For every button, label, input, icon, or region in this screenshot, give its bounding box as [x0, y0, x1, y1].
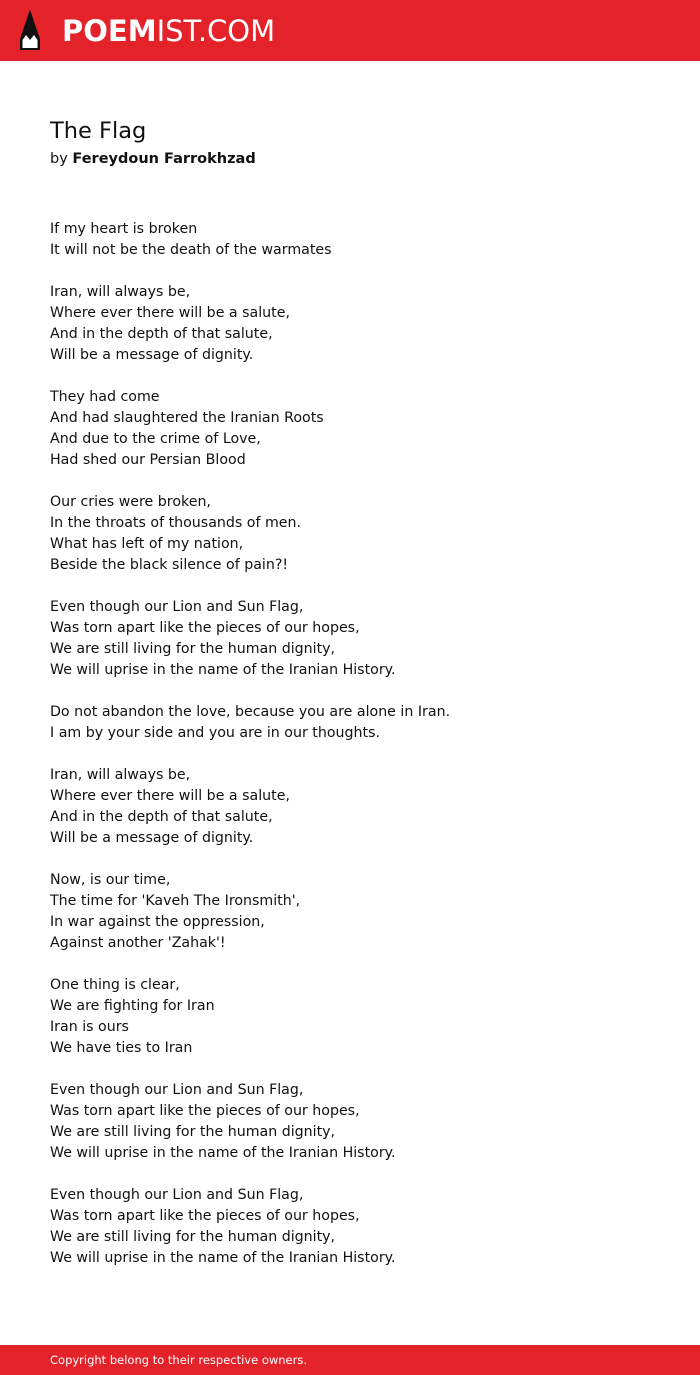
- poem-line: Will be a message of dignity.: [50, 830, 254, 846]
- poem-line: Beside the black silence of pain?!: [50, 557, 289, 573]
- poem-line: Where ever there will be a salute,: [50, 305, 290, 321]
- poem-stanza: [50, 219, 670, 261]
- site-header: [0, 0, 700, 61]
- poem-line: Where ever there will be a salute,: [50, 788, 290, 804]
- poem-line: We are fighting for Iran: [50, 998, 215, 1014]
- poem-title: The Flag: [50, 118, 147, 144]
- byline: [50, 148, 256, 170]
- poem-line: We have ties to Iran: [50, 1040, 193, 1056]
- poem-line: And in the depth of that salute,: [50, 326, 273, 342]
- poem-line: Our cries were broken,: [50, 494, 211, 510]
- poem-line: We will uprise in the name of the Iranian History.: [50, 1145, 396, 1161]
- poem-line: What has left of my nation,: [50, 536, 244, 552]
- poem-line: We are still living for the human dignity,: [50, 1229, 336, 1245]
- pencil-tip-icon[interactable]: [18, 9, 42, 51]
- logo-light-text: IST.COM: [156, 14, 276, 48]
- poem-stanza: [50, 975, 670, 1059]
- poem-line: If my heart is broken: [50, 221, 198, 237]
- poem-stanza: [50, 870, 670, 954]
- poem-line: We will uprise in the name of the Iranian History.: [50, 662, 396, 678]
- site-logo[interactable]: [62, 13, 275, 49]
- poem-stanza: [50, 282, 670, 366]
- poem-line: Was torn apart like the pieces of our hopes,: [50, 620, 360, 636]
- poem-line: One thing is clear,: [50, 977, 180, 993]
- poem-line: Was torn apart like the pieces of our hopes,: [50, 1103, 360, 1119]
- poem-line: And had slaughtered the Iranian Roots: [50, 410, 324, 426]
- poem-line: Iran is ours: [50, 1019, 129, 1035]
- poem-line: And in the depth of that salute,: [50, 809, 273, 825]
- poem-line: They had come: [50, 389, 160, 405]
- poem-stanza: [50, 597, 670, 681]
- poem-line: We are still living for the human dignity,: [50, 1124, 336, 1140]
- poem-stanza: [50, 492, 670, 576]
- poem-line: The time for 'Kaveh The Ironsmith',: [50, 893, 301, 909]
- logo-bold-text: POEM: [62, 14, 157, 48]
- poem-line: Even though our Lion and Sun Flag,: [50, 1082, 304, 1098]
- author-name: Fereydoun Farrokhzad: [72, 151, 256, 167]
- poem-line: Will be a message of dignity.: [50, 347, 254, 363]
- poem-line: Was torn apart like the pieces of our hopes,: [50, 1208, 360, 1224]
- poem-line: Iran, will always be,: [50, 284, 191, 300]
- poem-line: Now, is our time,: [50, 872, 171, 888]
- poem-line: It will not be the death of the warmates: [50, 242, 332, 258]
- poem-stanza: [50, 702, 670, 744]
- copyright-text: Copyright belong to their respective owners.: [50, 1353, 308, 1367]
- poem-line: Iran, will always be,: [50, 767, 191, 783]
- poem-line: We are still living for the human dignity,: [50, 641, 336, 657]
- poem-line: We will uprise in the name of the Iranian History.: [50, 1250, 396, 1266]
- poem-line: In war against the oppression,: [50, 914, 265, 930]
- poem-line: In the throats of thousands of men.: [50, 515, 302, 531]
- poem-line: And due to the crime of Love,: [50, 431, 261, 447]
- poem-stanza: [50, 1080, 670, 1164]
- poem-body: [50, 219, 670, 1290]
- site-footer: [0, 1345, 700, 1375]
- by-label: by: [50, 151, 68, 167]
- poem-stanza: [50, 765, 670, 849]
- poem-line: Had shed our Persian Blood: [50, 452, 246, 468]
- poem-line: Even though our Lion and Sun Flag,: [50, 1187, 304, 1203]
- poem-stanza: [50, 387, 670, 471]
- poem-line: I am by your side and you are in our thoughts.: [50, 725, 380, 741]
- poem-line: Do not abandon the love, because you are alone in Iran.: [50, 704, 451, 720]
- poem-stanza: [50, 1185, 670, 1269]
- poem-line: Against another 'Zahak'!: [50, 935, 226, 951]
- poem-line: Even though our Lion and Sun Flag,: [50, 599, 304, 615]
